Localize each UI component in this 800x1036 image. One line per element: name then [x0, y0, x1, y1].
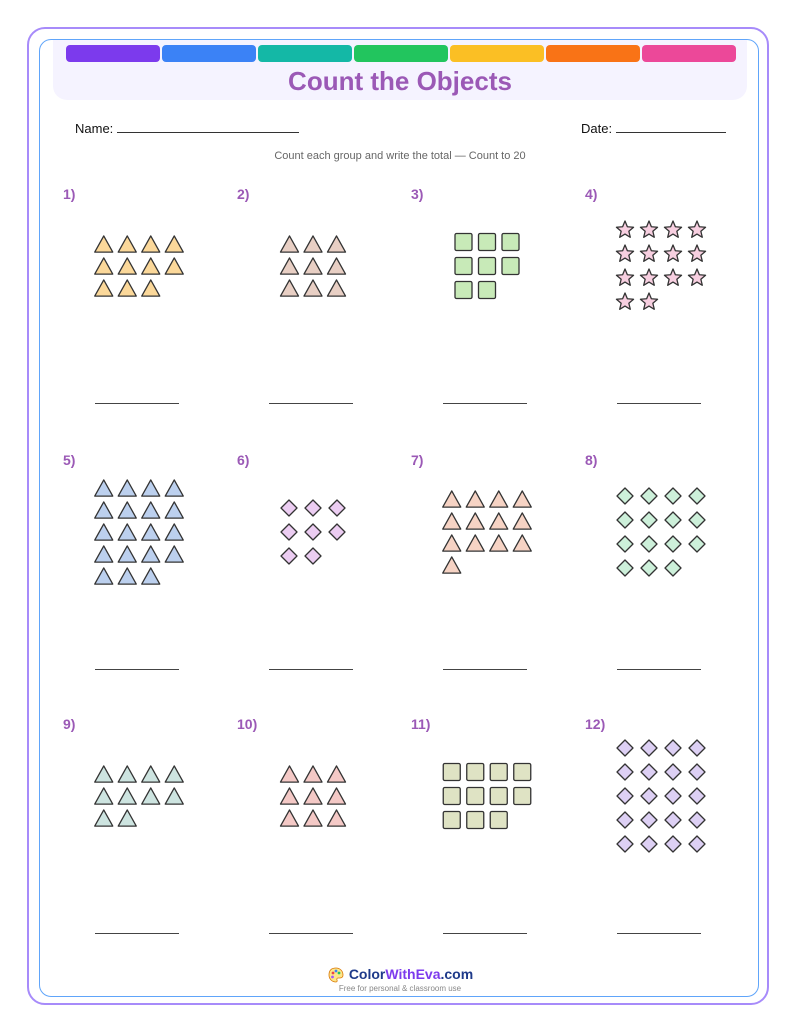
triangle-shape: [95, 236, 113, 252]
star-shape: [688, 269, 705, 285]
star-shape: [616, 269, 633, 285]
problem-item: [237, 716, 397, 956]
rainbow-segment: [162, 45, 256, 62]
triangle-shape: [118, 568, 136, 584]
problem-number: 7): [411, 452, 424, 468]
problem-number: 6): [237, 452, 250, 468]
triangle-shape: [165, 258, 183, 274]
diamond-shape: [617, 488, 633, 504]
square-shape: [443, 788, 460, 805]
diamond-shape: [617, 836, 633, 852]
triangle-shape: [281, 766, 299, 782]
object-group: [63, 452, 223, 652]
square-shape: [443, 764, 460, 781]
triangle-shape: [118, 810, 136, 826]
answer-line[interactable]: [95, 669, 179, 670]
object-group: [585, 186, 745, 386]
triangle-shape: [118, 546, 136, 562]
object-group: [237, 452, 397, 652]
triangle-shape: [95, 568, 113, 584]
star-shape: [688, 221, 705, 237]
diamond-shape: [329, 500, 345, 516]
star-shape: [664, 269, 681, 285]
square-shape: [467, 788, 484, 805]
star-shape: [640, 269, 657, 285]
triangle-shape: [118, 236, 136, 252]
square-shape: [490, 764, 507, 781]
triangle-shape: [281, 236, 299, 252]
rainbow-segment: [642, 45, 736, 62]
triangle-shape: [95, 258, 113, 274]
triangle-shape: [118, 258, 136, 274]
square-shape: [467, 812, 484, 829]
triangle-shape: [118, 788, 136, 804]
star-shape: [640, 221, 657, 237]
triangle-shape: [281, 280, 299, 296]
triangle-shape: [165, 546, 183, 562]
diamond-shape: [665, 836, 681, 852]
diamond-shape: [641, 740, 657, 756]
triangle-shape: [142, 236, 160, 252]
answer-line[interactable]: [443, 933, 527, 934]
triangle-shape: [95, 280, 113, 296]
triangle-shape: [118, 280, 136, 296]
triangle-shape: [165, 480, 183, 496]
problem-number: 12): [585, 716, 606, 732]
palette-icon: [327, 966, 345, 984]
problem-item: [585, 452, 745, 692]
footer-tagline: Free for personal & classroom use: [338, 984, 462, 993]
triangle-shape: [165, 788, 183, 804]
square-shape: [479, 258, 496, 275]
square-shape: [514, 764, 531, 781]
answer-line[interactable]: [443, 669, 527, 670]
problem-item: [411, 716, 571, 956]
triangle-shape: [304, 280, 322, 296]
problem-number: 1): [63, 186, 76, 202]
triangle-shape: [328, 280, 346, 296]
triangle-shape: [328, 788, 346, 804]
diamond-shape: [329, 524, 345, 540]
diamond-shape: [617, 536, 633, 552]
answer-line[interactable]: [617, 933, 701, 934]
object-group: [63, 716, 223, 916]
square-shape: [479, 234, 496, 251]
triangle-shape: [118, 524, 136, 540]
footer: [0, 966, 800, 993]
triangle-shape: [95, 480, 113, 496]
square-shape: [467, 764, 484, 781]
triangle-shape: [281, 788, 299, 804]
square-shape: [514, 788, 531, 805]
problem-number: 4): [585, 186, 598, 202]
answer-line[interactable]: [269, 933, 353, 934]
problem-number: 10): [237, 716, 258, 732]
triangle-shape: [165, 524, 183, 540]
diamond-shape: [617, 512, 633, 528]
triangle-shape: [142, 502, 160, 518]
problem-item: [585, 186, 745, 426]
problem-item: [411, 452, 571, 692]
triangle-shape: [443, 557, 461, 573]
diamond-shape: [641, 788, 657, 804]
star-shape: [616, 245, 633, 261]
triangle-shape: [142, 766, 160, 782]
diamond-shape: [689, 788, 705, 804]
object-group: [411, 716, 571, 916]
triangle-shape: [165, 766, 183, 782]
problem-item: [63, 716, 223, 956]
page-title: Count the Objects: [288, 66, 512, 96]
star-shape: [664, 245, 681, 261]
square-shape: [455, 234, 472, 251]
answer-line[interactable]: [269, 403, 353, 404]
diamond-shape: [281, 548, 297, 564]
rainbow-segment: [66, 45, 160, 62]
triangle-shape: [95, 524, 113, 540]
problem-number: 8): [585, 452, 598, 468]
diamond-shape: [665, 788, 681, 804]
triangle-shape: [95, 788, 113, 804]
date-label: Date:: [581, 121, 613, 136]
answer-line[interactable]: [617, 403, 701, 404]
triangle-shape: [490, 491, 508, 507]
object-group: [411, 186, 571, 386]
diamond-shape: [617, 560, 633, 576]
triangle-shape: [281, 258, 299, 274]
triangle-shape: [118, 502, 136, 518]
triangle-shape: [165, 236, 183, 252]
date-write-line[interactable]: [616, 120, 726, 133]
diamond-shape: [641, 764, 657, 780]
answer-line[interactable]: [269, 669, 353, 670]
triangle-shape: [304, 258, 322, 274]
triangle-shape: [304, 788, 322, 804]
problem-item: [63, 452, 223, 692]
triangle-shape: [328, 810, 346, 826]
square-shape: [502, 234, 519, 251]
triangle-shape: [95, 546, 113, 562]
diamond-shape: [617, 764, 633, 780]
star-shape: [664, 221, 681, 237]
diamond-shape: [305, 500, 321, 516]
diamond-shape: [689, 812, 705, 828]
diamond-shape: [665, 740, 681, 756]
object-group: [237, 186, 397, 386]
triangle-shape: [281, 810, 299, 826]
diamond-shape: [689, 488, 705, 504]
object-group: [411, 452, 571, 652]
triangle-shape: [490, 535, 508, 551]
diamond-shape: [641, 536, 657, 552]
rainbow-segment: [450, 45, 544, 62]
problem-number: 5): [63, 452, 76, 468]
diamond-shape: [305, 548, 321, 564]
rainbow-segment: [546, 45, 640, 62]
triangle-shape: [513, 491, 531, 507]
answer-line[interactable]: [95, 933, 179, 934]
triangle-shape: [513, 535, 531, 551]
problem-item: [237, 452, 397, 692]
square-shape: [455, 258, 472, 275]
triangle-shape: [328, 258, 346, 274]
diamond-shape: [617, 740, 633, 756]
diamond-shape: [641, 560, 657, 576]
rainbow-segment: [258, 45, 352, 62]
triangle-shape: [328, 766, 346, 782]
triangle-shape: [118, 480, 136, 496]
triangle-shape: [466, 491, 484, 507]
diamond-shape: [665, 812, 681, 828]
diamond-shape: [641, 488, 657, 504]
triangle-shape: [443, 491, 461, 507]
diamond-shape: [281, 524, 297, 540]
name-label: Name:: [75, 121, 114, 136]
object-group: [585, 452, 745, 652]
object-group: [63, 186, 223, 386]
triangle-shape: [142, 568, 160, 584]
diamond-shape: [665, 536, 681, 552]
diamond-shape: [617, 788, 633, 804]
star-shape: [640, 245, 657, 261]
rainbow-segment: [354, 45, 448, 62]
square-shape: [479, 282, 496, 299]
object-group: [237, 716, 397, 916]
triangle-shape: [466, 535, 484, 551]
triangle-shape: [304, 236, 322, 252]
object-group: [585, 716, 745, 916]
triangle-shape: [328, 236, 346, 252]
triangle-shape: [490, 513, 508, 529]
triangle-shape: [95, 502, 113, 518]
triangle-shape: [142, 788, 160, 804]
problem-number: 9): [63, 716, 76, 732]
problem-item: [63, 186, 223, 426]
triangle-shape: [142, 546, 160, 562]
triangle-shape: [513, 513, 531, 529]
diamond-shape: [689, 764, 705, 780]
square-shape: [455, 282, 472, 299]
diamond-shape: [689, 740, 705, 756]
triangle-shape: [95, 810, 113, 826]
diamond-shape: [305, 524, 321, 540]
diamond-shape: [689, 536, 705, 552]
problem-item: [585, 716, 745, 956]
square-shape: [502, 258, 519, 275]
diamond-shape: [665, 764, 681, 780]
star-shape: [688, 245, 705, 261]
triangle-shape: [95, 766, 113, 782]
diamond-shape: [665, 512, 681, 528]
triangle-shape: [142, 524, 160, 540]
name-field[interactable]: [75, 120, 299, 136]
diamond-shape: [689, 512, 705, 528]
problem-number: 11): [411, 716, 431, 732]
triangle-shape: [304, 766, 322, 782]
triangle-shape: [142, 480, 160, 496]
diamond-shape: [665, 560, 681, 576]
date-field[interactable]: [581, 120, 726, 136]
answer-line[interactable]: [443, 403, 527, 404]
name-write-line[interactable]: [117, 120, 299, 133]
triangle-shape: [466, 513, 484, 529]
star-shape: [616, 221, 633, 237]
triangle-shape: [443, 513, 461, 529]
star-shape: [640, 293, 657, 309]
diamond-shape: [281, 500, 297, 516]
square-shape: [490, 812, 507, 829]
instructions-text: Count each group and write the total — Count to 20: [274, 150, 526, 162]
diamond-shape: [617, 812, 633, 828]
answer-line[interactable]: [95, 403, 179, 404]
diamond-shape: [689, 836, 705, 852]
diamond-shape: [641, 812, 657, 828]
problem-item: [237, 186, 397, 426]
rainbow-bar: [66, 45, 736, 62]
square-shape: [490, 788, 507, 805]
triangle-shape: [142, 280, 160, 296]
triangle-shape: [142, 258, 160, 274]
answer-line[interactable]: [617, 669, 701, 670]
problem-item: [411, 186, 571, 426]
brand-logo-text: ColorWithEva.com: [348, 966, 474, 983]
diamond-shape: [665, 488, 681, 504]
problem-number: 3): [411, 186, 424, 202]
diamond-shape: [641, 836, 657, 852]
triangle-shape: [165, 502, 183, 518]
triangle-shape: [443, 535, 461, 551]
triangle-shape: [118, 766, 136, 782]
diamond-shape: [641, 512, 657, 528]
square-shape: [443, 812, 460, 829]
star-shape: [616, 293, 633, 309]
problem-number: 2): [237, 186, 250, 202]
triangle-shape: [304, 810, 322, 826]
